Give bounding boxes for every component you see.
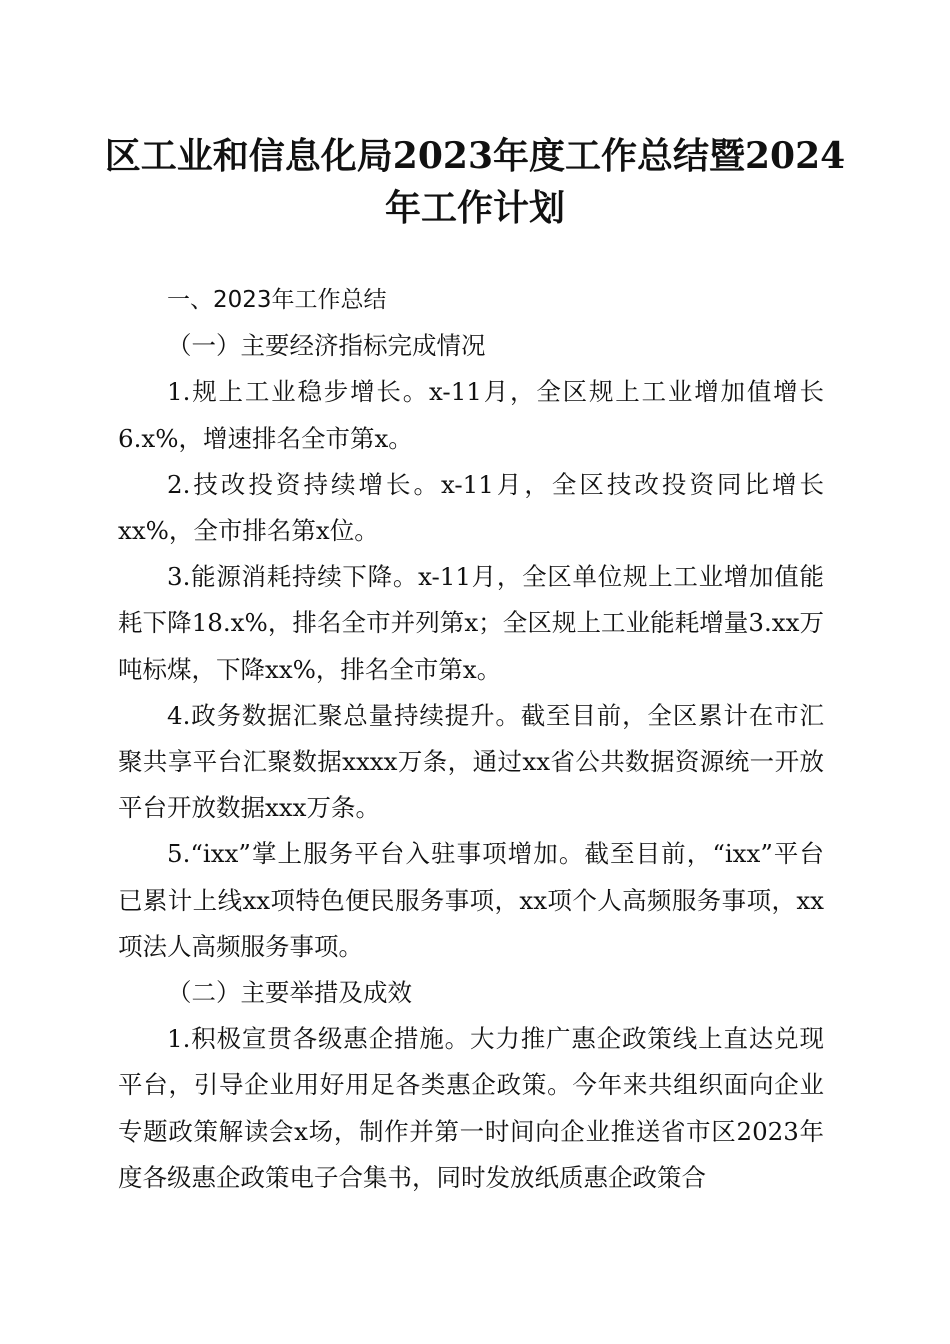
paragraph: 3.能源消耗持续下降。x-11月，全区单位规上工业增加值能耗下降18.x%，排名全市并列第x；全区规上工业能耗增量3.xx万吨标煤，下降xx%，排名全市第x。: [118, 562, 824, 684]
section-heading: 一、2023年工作总结: [167, 287, 387, 313]
paragraph: 5.“ixx”掌上服务平台入驻事项增加。截至目前，“ixx”平台已累计上线xx项特色便民服务事项，xx项个人高频服务事项，xx项法人高频服务事项。: [118, 839, 824, 961]
document-body: [118, 277, 824, 1201]
subsection-heading: （一）主要经济指标完成情况: [167, 331, 486, 361]
document-title: 区工业和信息化局2023年度工作总结暨2024年工作计划: [104, 135, 846, 229]
paragraph: 1.积极宣贯各级惠企措施。大力推广惠企政策线上直达兑现平台，引导企业用好用足各类惠企政策。今年来共组织面向企业专题政策解读会x场，制作并第一时间向企业推送省市区2023年度各级惠企政策电子合集书，同时发放纸质惠企政策合: [118, 1024, 824, 1192]
subsection-heading: （二）主要举措及成效: [167, 978, 412, 1008]
paragraph: 4.政务数据汇聚总量持续提升。截至目前，全区累计在市汇聚共享平台汇聚数据xxxx万条，通过xx省公共数据资源统一开放平台开放数据xxx万条。: [118, 700, 824, 823]
paragraph: 2.技改投资持续增长。x-11月，全区技改投资同比增长xx%，全市排名第x位。: [118, 469, 824, 546]
paragraph: 1.规上工业稳步增长。x-11月，全区规上工业增加值增长6.x%，增速排名全市第x。: [118, 377, 824, 453]
